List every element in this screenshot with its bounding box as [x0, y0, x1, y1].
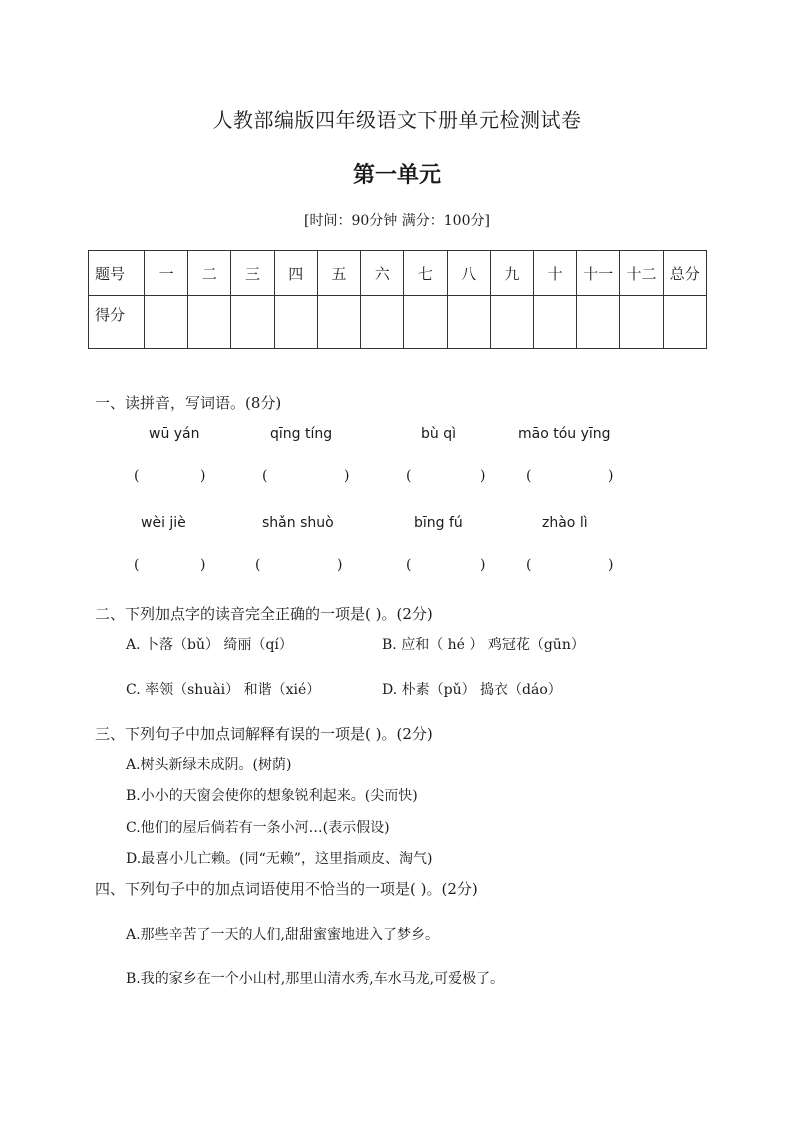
answer-blank-close: ) [608, 557, 614, 573]
question-3-option-c: C.他们的屋后倘若有一条小河…(表示假设) [126, 820, 390, 836]
score-label: 得分 [89, 296, 145, 349]
page-title: 人教部编版四年级语文下册单元检测试卷 [212, 108, 582, 132]
score-cell[interactable] [447, 296, 490, 349]
pinyin-word: māo tóu yīng [518, 426, 611, 442]
score-cell[interactable] [274, 296, 317, 349]
score-table-header-cell: 题号 [89, 251, 145, 296]
score-table-header-cell: 二 [188, 251, 231, 296]
score-cell[interactable] [404, 296, 447, 349]
score-cell[interactable] [533, 296, 576, 349]
answer-blank-open: ( [526, 468, 532, 484]
score-table-header-cell: 五 [317, 251, 360, 296]
score-cell[interactable] [145, 296, 188, 349]
exam-info: [时间：90分钟 满分：100分] [304, 213, 490, 229]
question-3-option-d: D.最喜小儿亡赖。(同“无赖”，这里指顽皮、淘气) [126, 851, 433, 867]
question-2-option-b: B. 应和（ hé ） 鸡冠花（gūn） [382, 637, 585, 653]
score-table-header-cell: 六 [361, 251, 404, 296]
answer-blank-close: ) [200, 468, 206, 484]
answer-blank-open: ( [406, 557, 412, 573]
answer-blank-close: ) [337, 557, 343, 573]
answer-blank-open: ( [406, 468, 412, 484]
unit-title: 第一单元 [352, 162, 441, 188]
answer-blank-open: ( [526, 557, 532, 573]
answer-blank-close: ) [344, 468, 350, 484]
question-3-option-b: B.小小的天窗会使你的想象锐利起来。(尖而快) [126, 788, 418, 804]
question-2-option-d: D. 朴素（pǔ） 捣衣（dáo） [382, 682, 562, 698]
score-table [88, 250, 707, 349]
question-3-title: 三、下列句子中加点词解释有误的一项是( )。(2分) [95, 725, 433, 743]
answer-blank-open: ( [134, 468, 140, 484]
pinyin-word: bīng fú [414, 515, 463, 531]
question-4-option-b: B.我的家乡在一个小山村,那里山清水秀,车水马龙,可爱极了。 [126, 971, 505, 987]
question-2-title: 二、下列加点字的读音完全正确的一项是( )。(2分) [95, 605, 433, 623]
answer-blank-close: ) [480, 557, 486, 573]
score-table-header-cell: 八 [447, 251, 490, 296]
score-cell[interactable] [317, 296, 360, 349]
score-table-header-cell: 七 [404, 251, 447, 296]
score-table-header-row [89, 251, 707, 296]
score-table-score-row [89, 296, 707, 349]
answer-blank-open: ( [262, 468, 268, 484]
score-table-header-cell: 十 [533, 251, 576, 296]
score-table-header-cell: 九 [490, 251, 533, 296]
score-table-header-cell: 十二 [620, 251, 663, 296]
question-1-title: 一、读拼音，写词语。(8分) [95, 394, 282, 412]
score-cell[interactable] [620, 296, 663, 349]
pinyin-word: wū yán [149, 426, 200, 442]
question-4-title: 四、下列句子中的加点词语使用不恰当的一项是( )。(2分) [95, 880, 478, 898]
question-2-option-a: A. 卜落（bǔ） 绮丽（qí） [126, 637, 293, 653]
pinyin-word: wèi jiè [141, 515, 186, 531]
score-table-header-cell: 三 [231, 251, 274, 296]
pinyin-word: qīng tíng [270, 426, 333, 442]
score-cell[interactable] [663, 296, 706, 349]
score-table-header-cell: 十一 [577, 251, 620, 296]
score-cell[interactable] [188, 296, 231, 349]
score-cell[interactable] [490, 296, 533, 349]
score-cell[interactable] [361, 296, 404, 349]
pinyin-word: shǎn shuò [262, 515, 334, 531]
score-table-header-cell: 总分 [663, 251, 706, 296]
score-table-header-cell: 四 [274, 251, 317, 296]
question-3-option-a: A.树头新绿未成阴。(树荫) [126, 757, 292, 773]
answer-blank-close: ) [200, 557, 206, 573]
answer-blank-open: ( [255, 557, 261, 573]
question-4-option-a: A.那些辛苦了一天的人们,甜甜蜜蜜地进入了梦乡。 [126, 927, 440, 943]
score-table-header-cell: 一 [145, 251, 188, 296]
score-cell[interactable] [577, 296, 620, 349]
pinyin-word: zhào lì [542, 515, 588, 531]
answer-blank-open: ( [134, 557, 140, 573]
answer-blank-close: ) [480, 468, 486, 484]
score-cell[interactable] [231, 296, 274, 349]
answer-blank-close: ) [608, 468, 614, 484]
question-2-option-c: C. 率领（shuài） 和谐（xié） [126, 682, 321, 698]
pinyin-word: bù qì [421, 426, 456, 442]
